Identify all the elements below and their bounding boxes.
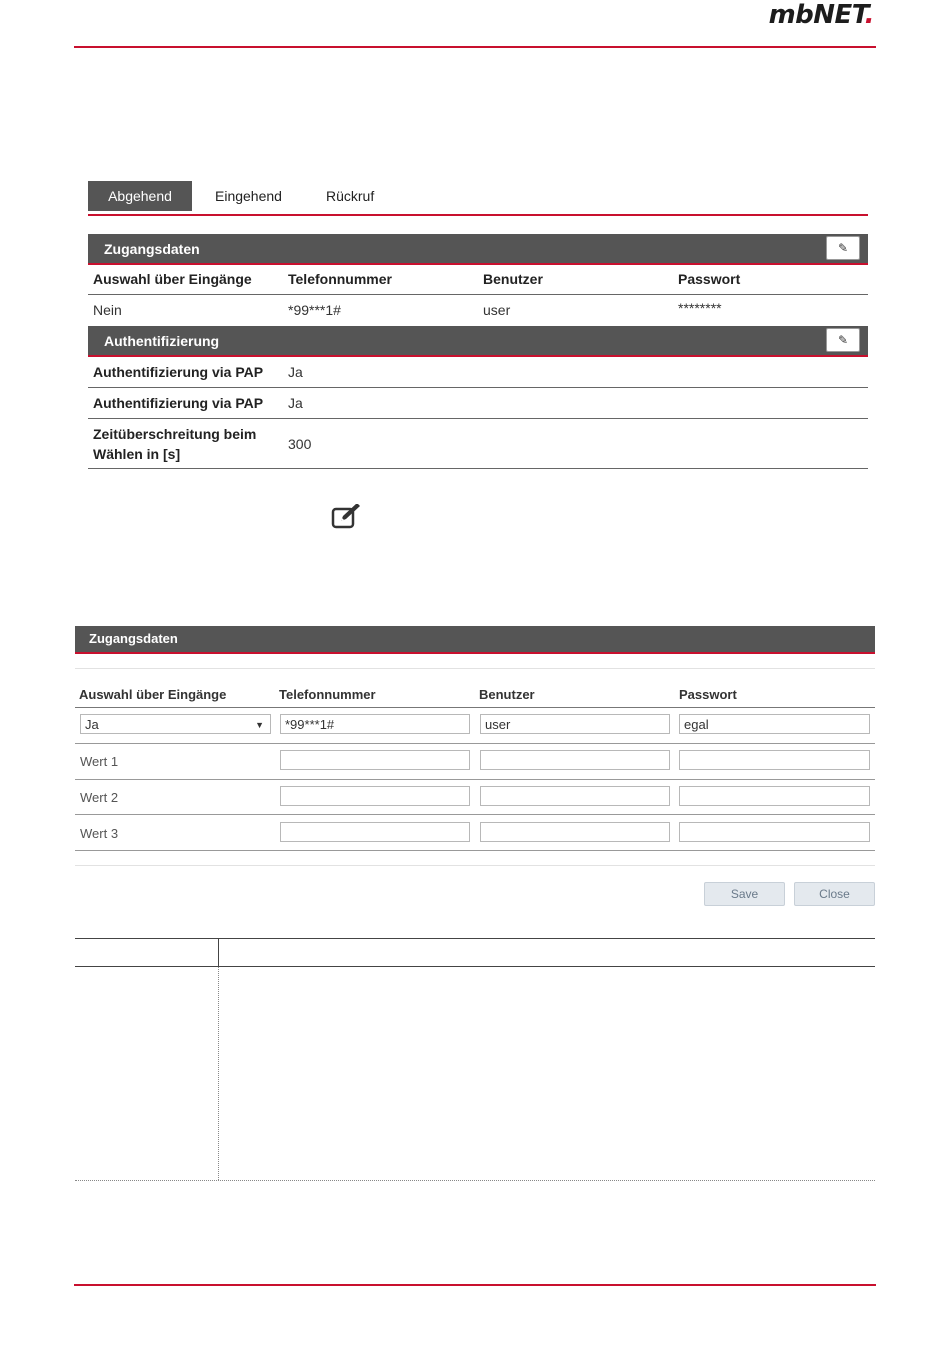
divider [75,707,875,708]
wert3-telefonnummer-input[interactable] [280,822,470,842]
tab-abgehend[interactable]: Abgehend [88,181,192,211]
edit-icon [331,504,365,530]
row-divider [88,294,868,295]
wert3-passwort-input[interactable] [679,822,870,842]
wert1-benutzer-input[interactable] [480,750,670,770]
column-header: Telefonnummer [288,271,392,287]
table-cell: user [483,302,511,318]
section-header-zugangsdaten [88,234,868,265]
column-header: Telefonnummer [279,687,376,702]
wert2-benutzer-input[interactable] [480,786,670,806]
tab-divider [88,214,868,216]
row-divider [88,418,868,419]
row-label: Zeitüberschreitung beim [93,426,257,442]
row-divider [88,468,868,469]
row-value: Ja [288,395,303,411]
table-cell: Nein [93,302,122,318]
table-column-divider [218,938,219,967]
column-header: Passwort [678,271,741,287]
table-cell: ******** [678,300,722,316]
form-header-zugangsdaten [75,626,875,654]
row-divider [88,387,868,388]
row-value: Ja [288,364,303,380]
table-header-border [75,966,875,967]
form-title: Zugangsdaten [89,631,178,646]
row-label: Authentifizierung via PAP [93,364,264,380]
row-label: Authentifizierung via PAP [93,395,264,411]
section-title: Zugangsdaten [104,241,200,257]
divider [75,865,875,866]
row-value: 300 [288,436,312,452]
divider [75,668,875,669]
row-label: Wert 1 [80,754,119,769]
tab-eingehend[interactable]: Eingehend [215,188,282,204]
edit-icon: ✎ [837,333,849,347]
row-label: Wert 3 [80,826,119,841]
wert1-passwort-input[interactable] [679,750,870,770]
save-button[interactable]: Save [704,882,785,906]
column-header: Benutzer [483,271,543,287]
telefonnummer-input[interactable]: *99***1# [280,714,470,734]
section-title: Authentifizierung [104,333,220,349]
close-button[interactable]: Close [794,882,875,906]
passwort-input[interactable]: egal [679,714,870,734]
table-cell: *99***1# [288,302,341,318]
table-top-border [75,938,875,939]
column-header: Auswahl über Eingänge [79,687,227,702]
edit-zugangsdaten-button[interactable] [826,236,860,260]
benutzer-input[interactable]: user [480,714,670,734]
divider [75,779,875,780]
table-bottom-border [75,1180,875,1181]
edit-authentifizierung-button[interactable] [826,328,860,352]
wert2-telefonnummer-input[interactable] [280,786,470,806]
header-divider [74,46,876,48]
wert1-telefonnummer-input[interactable] [280,750,470,770]
wert3-benutzer-input[interactable] [480,822,670,842]
divider [75,814,875,815]
table-column-divider [218,967,219,1180]
mbnet-logo: mbNET. [768,0,874,30]
row-label: Wählen in [s] [93,446,181,462]
chevron-down-icon: ▼ [255,720,264,730]
auswahl-select[interactable]: Ja ▼ [80,714,271,734]
edit-icon: ✎ [837,241,849,255]
divider [75,743,875,744]
column-header: Benutzer [479,687,535,702]
section-header-authentifizierung [88,326,868,357]
tab-rueckruf[interactable]: Rückruf [326,188,375,204]
footer-divider [74,1284,876,1286]
divider [75,850,875,851]
column-header: Passwort [679,687,737,702]
column-header: Auswahl über Eingänge [93,271,252,287]
wert2-passwort-input[interactable] [679,786,870,806]
row-label: Wert 2 [80,790,119,805]
